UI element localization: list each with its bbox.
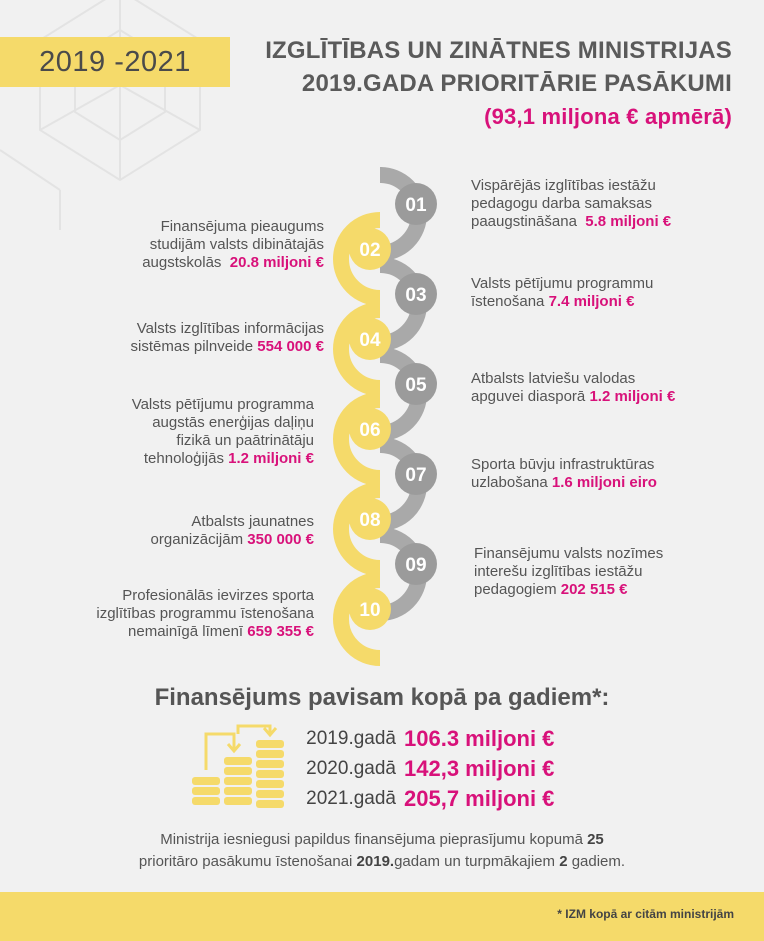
number-02: 02 [359, 240, 381, 261]
years-badge: 2019 -2021 [0, 37, 230, 87]
priority-item-05: Atbalsts latviešu valodas apguvei diasporā 1.2 miljoni € [471, 370, 676, 405]
amount-06: 1.2 miljoni € [228, 450, 314, 467]
number-08: 08 [359, 510, 381, 531]
number-05: 05 [405, 375, 427, 396]
number-04: 04 [359, 330, 381, 351]
total-year: 2020.gadā [306, 758, 396, 779]
priority-item-10: Profesionālās ievirzes sporta izglītības programmu īstenošana nemainīgā līmenī 659 355 € [96, 587, 314, 640]
priority-item-04: Valsts izglītības informācijas sistēmas pilnveide 554 000 € [130, 320, 324, 355]
ministry-note: Ministrija iesniegusi papildus finansējuma pieprasījumu kopumā 25 prioritāro pasākumu īstenošanai 2019.gadam un turpmākajiem 2 gadiem. [138, 831, 626, 870]
amount-08: 350 000 € [247, 531, 314, 548]
total-value: 106.3 miljoni € [404, 726, 555, 751]
total-year: 2019.gadā [306, 728, 396, 749]
total-value: 205,7 miljoni € [404, 786, 555, 811]
amount-03: 7.4 miljoni € [548, 293, 635, 310]
priority-item-03: Valsts pētījumu programmu īstenošana 7.4 miljoni € [471, 275, 654, 310]
totals-title: Finansējums pavisam kopā pa gadiem*: [154, 684, 610, 711]
total-row-2021 [296, 784, 554, 814]
number-07: 07 [405, 465, 427, 486]
note-count: 25 [587, 831, 604, 848]
total-row-2019 [296, 724, 554, 754]
priority-item-02: Finansējuma pieaugums studijām valsts dibinātajās augstskolās 20.8 miljoni € [142, 218, 324, 271]
priority-item-07: Sporta būvju infrastruktūras uzlabošana 1.6 miljoni eiro [471, 456, 657, 491]
priority-item-01: Vispārējās izglītības iestāžu pedagogu darba samaksas paaugstināšana 5.8 miljoni € [471, 177, 672, 230]
amount-05: 1.2 miljoni € [589, 388, 676, 405]
total-year: 2021.gadā [306, 788, 396, 809]
priority-item-08: Atbalsts jaunatnes organizācijām 350 000 € [150, 513, 314, 548]
number-01: 01 [405, 195, 427, 216]
footer-bar [0, 892, 764, 941]
coin-stacks-icon [190, 722, 290, 814]
amount-07: 1.6 miljoni eiro [551, 474, 657, 491]
number-06: 06 [359, 420, 381, 441]
amount-10: 659 355 € [247, 623, 314, 640]
amount-02: 20.8 miljoni € [229, 254, 324, 271]
note-year: 2019. [356, 853, 395, 870]
title-line-2: 2019.GADA PRIORITĀRIE PASĀKUMI [301, 70, 732, 97]
note-years: 2 [559, 853, 568, 870]
priority-item-06: Valsts pētījumu programma augstās enerģijas daļiņu fizikā un paātrinātāju tehnoloģijās 1.2 miljoni € [131, 396, 314, 467]
amount-04: 554 000 € [257, 338, 324, 355]
title-line-1: IZGLĪTĪBAS UN ZINĀTNES MINISTRIJAS [265, 37, 732, 64]
title-budget: (93,1 miljona € apmērā) [484, 104, 732, 129]
amount-09: 202 515 € [560, 581, 628, 598]
priority-item-09: Finansējumu valsts nozīmes interešu izglītības iestāžu pedagogiem 202 515 € [474, 545, 664, 598]
footer-note: * IZM kopā ar citām ministrijām [557, 907, 734, 921]
number-10: 10 [359, 600, 381, 621]
number-09: 09 [405, 555, 427, 576]
total-value: 142,3 miljoni € [404, 756, 555, 781]
yearly-totals [296, 724, 554, 814]
amount-01: 5.8 miljoni € [585, 213, 672, 230]
number-03: 03 [405, 285, 427, 306]
total-row-2020 [296, 754, 554, 784]
